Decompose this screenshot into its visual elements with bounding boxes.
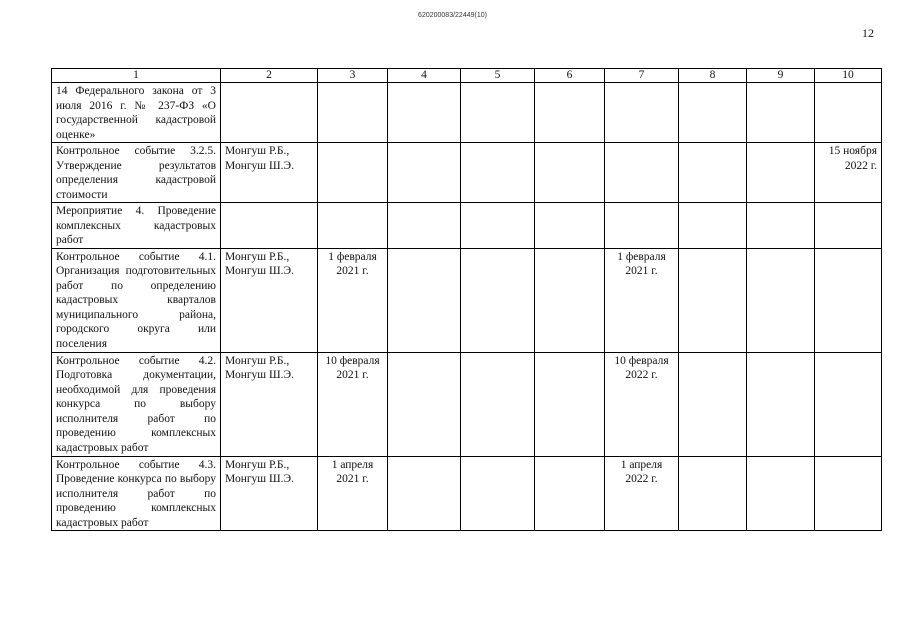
planned-date-cell: 1 апреля 2021 г. [318,456,388,531]
event-description: Контрольное событие 4.2. Подготовка документации, необходимой для проведения конкурса по выбору исполнителя работ по проведению комплексных кадастровых работ [52,352,221,456]
empty-cell [535,203,605,249]
date-cell [815,83,882,143]
responsible-cell [221,83,318,143]
column-header: 4 [388,69,461,83]
responsible-cell [221,203,318,249]
date-cell [815,248,882,352]
responsible-cell: Монгуш Р.Б., Монгуш Ш.Э. [221,456,318,531]
date-cell: 15 ноября 2022 г. [815,143,882,203]
empty-cell [747,203,815,249]
empty-cell [679,83,747,143]
date-cell [605,83,679,143]
planned-date-cell [318,143,388,203]
event-description: Контрольное событие 4.1. Организация подготовительных работ по определению кадастровых кварталов муниципального района, городского округа или поселения [52,248,221,352]
document-code: 620200083/22449(10) [418,12,487,19]
table-row [52,143,882,203]
date-cell: 10 февраля 2022 г. [605,352,679,456]
empty-cell [388,143,461,203]
event-description: Контрольное событие 4.3. Проведение конкурса по выбору исполнителя работ по проведению комплексных кадастровых работ [52,456,221,531]
date-cell: 1 апреля 2022 г. [605,456,679,531]
empty-cell [388,83,461,143]
table-row [52,83,882,143]
column-header: 6 [535,69,605,83]
empty-cell [747,83,815,143]
responsible-cell: Монгуш Р.Б., Монгуш Ш.Э. [221,143,318,203]
empty-cell [679,456,747,531]
column-header: 10 [815,69,882,83]
empty-cell [461,143,535,203]
empty-cell [461,456,535,531]
column-header: 9 [747,69,815,83]
responsible-cell: Монгуш Р.Б., Монгуш Ш.Э. [221,352,318,456]
planned-date-cell [318,203,388,249]
empty-cell [747,456,815,531]
event-description: Мероприятие 4. Проведение комплексных кадастровых работ [52,203,221,249]
empty-cell [388,248,461,352]
empty-cell [461,203,535,249]
column-header: 2 [221,69,318,83]
empty-cell [388,352,461,456]
empty-cell [679,352,747,456]
empty-cell [461,83,535,143]
empty-cell [679,143,747,203]
table-row [52,203,882,249]
empty-cell [388,203,461,249]
planned-date-cell: 1 февраля 2021 г. [318,248,388,352]
date-cell [815,352,882,456]
column-header: 7 [605,69,679,83]
page-number: 12 [862,26,874,40]
date-cell [815,456,882,531]
date-cell [605,203,679,249]
planned-date-cell [318,83,388,143]
column-header: 8 [679,69,747,83]
empty-cell [535,456,605,531]
empty-cell [461,248,535,352]
table-header-row [52,69,882,83]
empty-cell [535,143,605,203]
responsible-cell: Монгуш Р.Б., Монгуш Ш.Э. [221,248,318,352]
event-description: 14 Федерального закона от 3 июля 2016 г. № 237-ФЗ «О государственной кадастровой оценке» [52,83,221,143]
table-row [52,456,882,531]
empty-cell [679,248,747,352]
date-cell: 1 февраля 2021 г. [605,248,679,352]
column-header: 1 [52,69,221,83]
date-cell [605,143,679,203]
empty-cell [535,248,605,352]
column-header: 3 [318,69,388,83]
empty-cell [747,248,815,352]
empty-cell [461,352,535,456]
table-row [52,352,882,456]
empty-cell [388,456,461,531]
table-row [52,248,882,352]
planned-date-cell: 10 февраля 2021 г. [318,352,388,456]
date-cell [815,203,882,249]
schedule-table [51,68,882,531]
empty-cell [747,143,815,203]
empty-cell [535,352,605,456]
event-description: Контрольное событие 3.2.5. Утверждение результатов определения кадастровой стоимости [52,143,221,203]
empty-cell [535,83,605,143]
column-header: 5 [461,69,535,83]
empty-cell [747,352,815,456]
empty-cell [679,203,747,249]
